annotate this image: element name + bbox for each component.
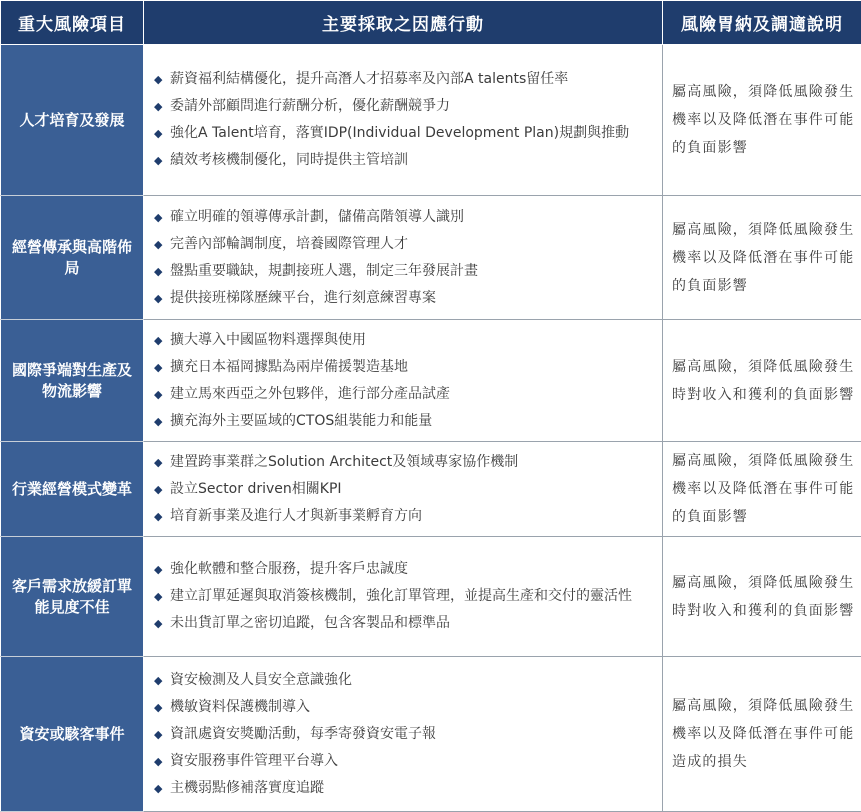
action-text: 薪資福利結構優化，提升高潛人才招募率及內部A talents留任率 (170, 71, 569, 87)
risk-row (1, 45, 861, 196)
diamond-bullet-icon: ◆ (154, 781, 163, 795)
diamond-bullet-icon: ◆ (154, 100, 163, 113)
diamond-bullet-icon: ◆ (154, 590, 163, 603)
risk-category: 人才培育及發展 (1, 45, 144, 196)
action-text: 績效考核機制優化，同時提供主管培訓 (170, 152, 408, 168)
action-text: 擴充日本福岡據點為兩岸備援製造基地 (170, 358, 408, 375)
action-text: 資訊處資安獎勵活動，每季寄發資安電子報 (170, 725, 436, 742)
risk-category: 客戶需求放緩訂單能見度不佳 (1, 537, 144, 657)
action-text: 完善內部輪調制度，培養國際管理人才 (170, 235, 408, 252)
action-list (154, 327, 654, 435)
action-item (154, 258, 654, 285)
diamond-bullet-icon: ◆ (154, 482, 163, 496)
action-cell (144, 657, 663, 812)
action-cell (144, 45, 663, 196)
action-item (154, 147, 654, 174)
risk-appetite-note: 屬高風險，須降低風險發生機率以及降低潛在事件可能的負面影響 (663, 45, 861, 196)
diamond-bullet-icon: ◆ (154, 563, 163, 576)
action-item (154, 476, 654, 503)
action-text: 資安服務事件管理平台導入 (170, 752, 338, 769)
action-item (154, 556, 654, 583)
action-cell (144, 442, 663, 537)
diamond-bullet-icon: ◆ (154, 754, 163, 768)
action-item (154, 381, 654, 408)
diamond-bullet-icon: ◆ (154, 210, 163, 224)
action-list (154, 449, 654, 530)
action-text: 確立明確的領導傳承計劃，儲備高階領導人識別 (170, 208, 464, 225)
risk-row (1, 657, 861, 812)
action-list (154, 556, 654, 637)
risk-category: 資安或駭客事件 (1, 657, 144, 812)
action-item (154, 93, 654, 120)
diamond-bullet-icon: ◆ (154, 455, 163, 469)
action-text: 設立Sector driven相關KPI (170, 480, 342, 497)
diamond-bullet-icon: ◆ (154, 673, 163, 687)
action-text: 提供接班梯隊歷練平台，進行刻意練習專案 (170, 289, 436, 306)
header-actions: 主要採取之因應行動 (144, 1, 663, 45)
action-list (154, 667, 654, 802)
risk-appetite-note: 屬高風險，須降低風險發生機率以及降低潛在事件可能的負面影響 (663, 442, 861, 537)
risk-appetite-note: 屬高風險，須降低風險發生時對收入和獲利的負面影響 (663, 320, 861, 442)
diamond-bullet-icon: ◆ (154, 237, 163, 251)
action-item (154, 120, 654, 147)
action-text: 培育新事業及進行人才與新事業孵育方向 (170, 507, 422, 524)
diamond-bullet-icon: ◆ (154, 727, 163, 741)
action-text: 盤點重要職缺，規劃接班人選，制定三年發展計畫 (170, 262, 478, 279)
risk-category: 國際爭端對生產及物流影響 (1, 320, 144, 442)
action-item (154, 503, 654, 530)
diamond-bullet-icon: ◆ (154, 700, 163, 714)
risk-row (1, 442, 861, 537)
header-row (1, 1, 861, 45)
action-item (154, 694, 654, 721)
diamond-bullet-icon: ◆ (154, 264, 163, 278)
risk-appetite-note: 屬高風險，須降低風險發生機率以及降低潛在事件可能造成的損失 (663, 657, 861, 812)
action-item (154, 408, 654, 435)
action-list (154, 204, 654, 312)
action-list (154, 66, 654, 174)
action-item (154, 583, 654, 610)
diamond-bullet-icon: ◆ (154, 154, 163, 167)
risk-row (1, 320, 861, 442)
diamond-bullet-icon: ◆ (154, 509, 163, 523)
diamond-bullet-icon: ◆ (154, 414, 163, 428)
diamond-bullet-icon: ◆ (154, 360, 163, 374)
action-text: 委請外部顧問進行薪酬分析，優化薪酬競爭力 (170, 98, 450, 114)
diamond-bullet-icon: ◆ (154, 617, 163, 630)
action-cell (144, 320, 663, 442)
risk-category: 行業經營模式變革 (1, 442, 144, 537)
action-text: 資安檢測及人員安全意識強化 (170, 671, 352, 688)
action-text: 強化A Talent培育，落實IDP(Individual Development Plan)規劃與推動 (170, 125, 630, 141)
action-text: 未出貨訂單之密切追蹤，包含客製品和標準品 (170, 615, 450, 631)
action-text: 機敏資料保護機制導入 (170, 698, 310, 715)
header-risk-item: 重大風險項目 (1, 1, 144, 45)
diamond-bullet-icon: ◆ (154, 387, 163, 401)
action-item (154, 327, 654, 354)
action-item (154, 66, 654, 93)
diamond-bullet-icon: ◆ (154, 291, 163, 305)
risk-row (1, 196, 861, 320)
action-text: 主機弱點修補落實度追蹤 (170, 779, 324, 796)
action-item (154, 231, 654, 258)
action-text: 建置跨事業群之Solution Architect及領域專家協作機制 (170, 453, 519, 470)
risk-appetite-note: 屬高風險，須降低風險發生時對收入和獲利的負面影響 (663, 537, 861, 657)
action-item (154, 204, 654, 231)
action-cell (144, 196, 663, 320)
action-item (154, 610, 654, 637)
action-item (154, 667, 654, 694)
action-text: 建立馬來西亞之外包夥伴，進行部分產品試產 (170, 385, 450, 402)
diamond-bullet-icon: ◆ (154, 333, 163, 347)
risk-category: 經營傳承與高階佈局 (1, 196, 144, 320)
action-text: 擴充海外主要區域的CTOS組裝能力和能量 (170, 412, 433, 429)
action-item (154, 748, 654, 775)
action-text: 擴大導入中國區物料選擇與使用 (170, 331, 366, 348)
action-item (154, 285, 654, 312)
diamond-bullet-icon: ◆ (154, 127, 163, 140)
header-risk-appetite: 風險胃納及調適說明 (663, 1, 861, 45)
risk-appetite-note: 屬高風險，須降低風險發生機率以及降低潛在事件可能的負面影響 (663, 196, 861, 320)
diamond-bullet-icon: ◆ (154, 73, 163, 86)
action-item (154, 775, 654, 802)
action-item (154, 721, 654, 748)
action-text: 強化軟體和整合服務，提升客戶忠誠度 (170, 561, 408, 577)
action-item (154, 354, 654, 381)
risk-row (1, 537, 861, 657)
action-cell (144, 537, 663, 657)
action-item (154, 449, 654, 476)
action-text: 建立訂單延遲與取消簽核機制，強化訂單管理，並提高生產和交付的靈活性 (170, 588, 632, 604)
